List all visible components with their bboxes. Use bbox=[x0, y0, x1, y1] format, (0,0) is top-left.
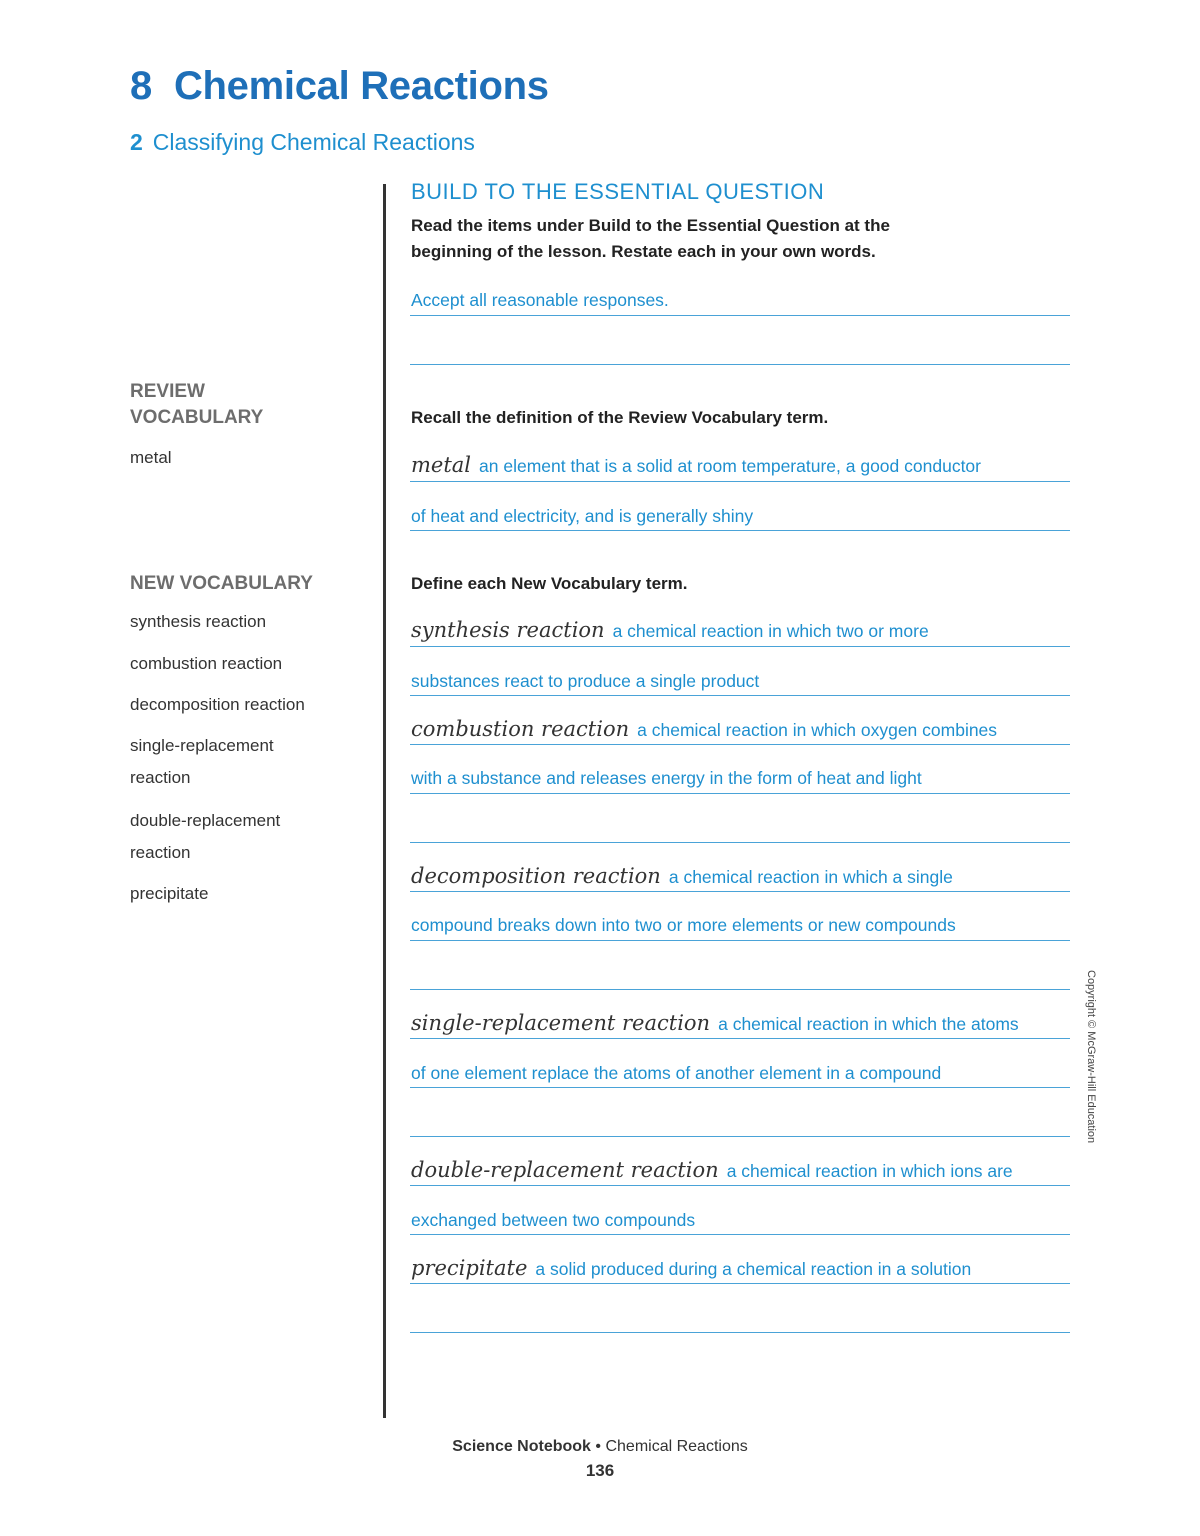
chapter-number: 8 bbox=[130, 64, 152, 108]
answer-line bbox=[410, 1136, 1070, 1137]
new-term-single-replacement-cont: reaction bbox=[130, 768, 191, 787]
footer-separator: • bbox=[595, 1438, 602, 1455]
definition-text: a chemical reaction in which a single bbox=[668, 867, 953, 887]
definition-text: a chemical reaction in which oxygen combines bbox=[637, 720, 998, 740]
answer-line bbox=[410, 481, 1070, 482]
definition-synthesis bbox=[411, 618, 929, 643]
new-term-double-replacement-cont: reaction bbox=[130, 843, 191, 862]
term-combustion: combustion reaction bbox=[411, 717, 630, 741]
page-number: 136 bbox=[585, 1461, 615, 1480]
answer-line bbox=[410, 1038, 1070, 1039]
column-divider bbox=[383, 184, 386, 1418]
review-term-metal: metal bbox=[130, 448, 172, 467]
definition-decomposition bbox=[411, 864, 953, 889]
answer-line bbox=[410, 1185, 1070, 1186]
new-vocabulary-heading: NEW VOCABULARY bbox=[130, 573, 313, 594]
review-prompt: Recall the definition of the Review Vocabulary term. bbox=[411, 408, 829, 427]
answer-line bbox=[410, 1283, 1070, 1284]
definition-combustion-cont: with a substance and releases energy in the form of heat and light bbox=[411, 768, 922, 788]
footer-book: Science Notebook bbox=[452, 1438, 591, 1455]
new-term-decomposition: decomposition reaction bbox=[130, 695, 305, 714]
new-term-synthesis: synthesis reaction bbox=[130, 612, 267, 631]
definition-double-replacement-cont: exchanged between two compounds bbox=[411, 1210, 696, 1230]
review-vocabulary-heading bbox=[130, 379, 263, 431]
new-term-single-replacement: single-replacement bbox=[130, 736, 274, 755]
definition-text: a chemical reaction in which two or more bbox=[612, 621, 929, 641]
definition-single-replacement bbox=[411, 1011, 1019, 1036]
answer-line bbox=[410, 989, 1070, 990]
answer-line bbox=[410, 315, 1070, 316]
definition-combustion bbox=[411, 717, 997, 742]
definition-text: a chemical reaction in which the atoms bbox=[718, 1014, 1019, 1034]
definition-text: an element that is a solid at room temperature, a good conductor bbox=[479, 456, 981, 476]
answer-line bbox=[410, 530, 1070, 531]
review-heading-line1: REVIEW bbox=[130, 381, 205, 402]
answer-line bbox=[410, 646, 1070, 647]
answer-line bbox=[410, 1234, 1070, 1235]
answer-line bbox=[410, 364, 1070, 365]
answer-line bbox=[410, 695, 1070, 696]
new-prompt: Define each New Vocabulary term. bbox=[411, 574, 688, 593]
review-heading-line2: VOCABULARY bbox=[130, 407, 264, 428]
term-decomposition: decomposition reaction bbox=[411, 864, 661, 888]
build-prompt bbox=[411, 213, 1071, 265]
build-answer: Accept all reasonable responses. bbox=[411, 290, 669, 310]
build-prompt-line2: beginning of the lesson. Restate each in your own words. bbox=[411, 242, 876, 261]
build-prompt-line1: Read the items under Build to the Essential Question at the bbox=[411, 216, 890, 235]
new-term-precipitate: precipitate bbox=[130, 884, 209, 903]
lesson-number: 2 bbox=[130, 129, 143, 155]
definition-text: a chemical reaction in which ions are bbox=[726, 1161, 1013, 1181]
section-heading: BUILD TO THE ESSENTIAL QUESTION bbox=[411, 179, 825, 204]
answer-line bbox=[410, 1087, 1070, 1088]
definition-single-replacement-cont: of one element replace the atoms of another element in a compound bbox=[411, 1063, 942, 1083]
definition-synthesis-cont: substances react to produce a single product bbox=[411, 671, 760, 691]
term-precipitate: precipitate bbox=[411, 1256, 528, 1280]
answer-line bbox=[410, 940, 1070, 941]
definition-decomposition-cont: compound breaks down into two or more elements or new compounds bbox=[411, 915, 956, 935]
definition-double-replacement bbox=[411, 1158, 1013, 1183]
copyright-notice: Copyright © McGraw-Hill Education bbox=[1085, 970, 1097, 1144]
footer bbox=[0, 1438, 1200, 1456]
definition-metal-cont: of heat and electricity, and is generally shiny bbox=[411, 506, 754, 526]
answer-line bbox=[410, 842, 1070, 843]
term-single-replacement: single-replacement reaction bbox=[411, 1011, 711, 1035]
answer-line bbox=[410, 744, 1070, 745]
footer-chapter: Chemical Reactions bbox=[605, 1438, 748, 1455]
definition-precipitate bbox=[411, 1256, 971, 1281]
lesson-title bbox=[130, 129, 475, 156]
new-term-double-replacement: double-replacement bbox=[130, 811, 281, 830]
term-synthesis: synthesis reaction bbox=[411, 618, 605, 642]
term-double-replacement: double-replacement reaction bbox=[411, 1158, 719, 1182]
chapter-title bbox=[130, 64, 549, 109]
definition-metal bbox=[411, 453, 981, 478]
term-metal: metal bbox=[411, 453, 472, 477]
answer-line bbox=[410, 891, 1070, 892]
chapter-name: Chemical Reactions bbox=[173, 64, 549, 108]
new-term-combustion: combustion reaction bbox=[130, 654, 283, 673]
lesson-name: Classifying Chemical Reactions bbox=[152, 129, 475, 155]
answer-line bbox=[410, 793, 1070, 794]
answer-line bbox=[410, 1332, 1070, 1333]
definition-text: a solid produced during a chemical reaction in a solution bbox=[535, 1259, 972, 1279]
